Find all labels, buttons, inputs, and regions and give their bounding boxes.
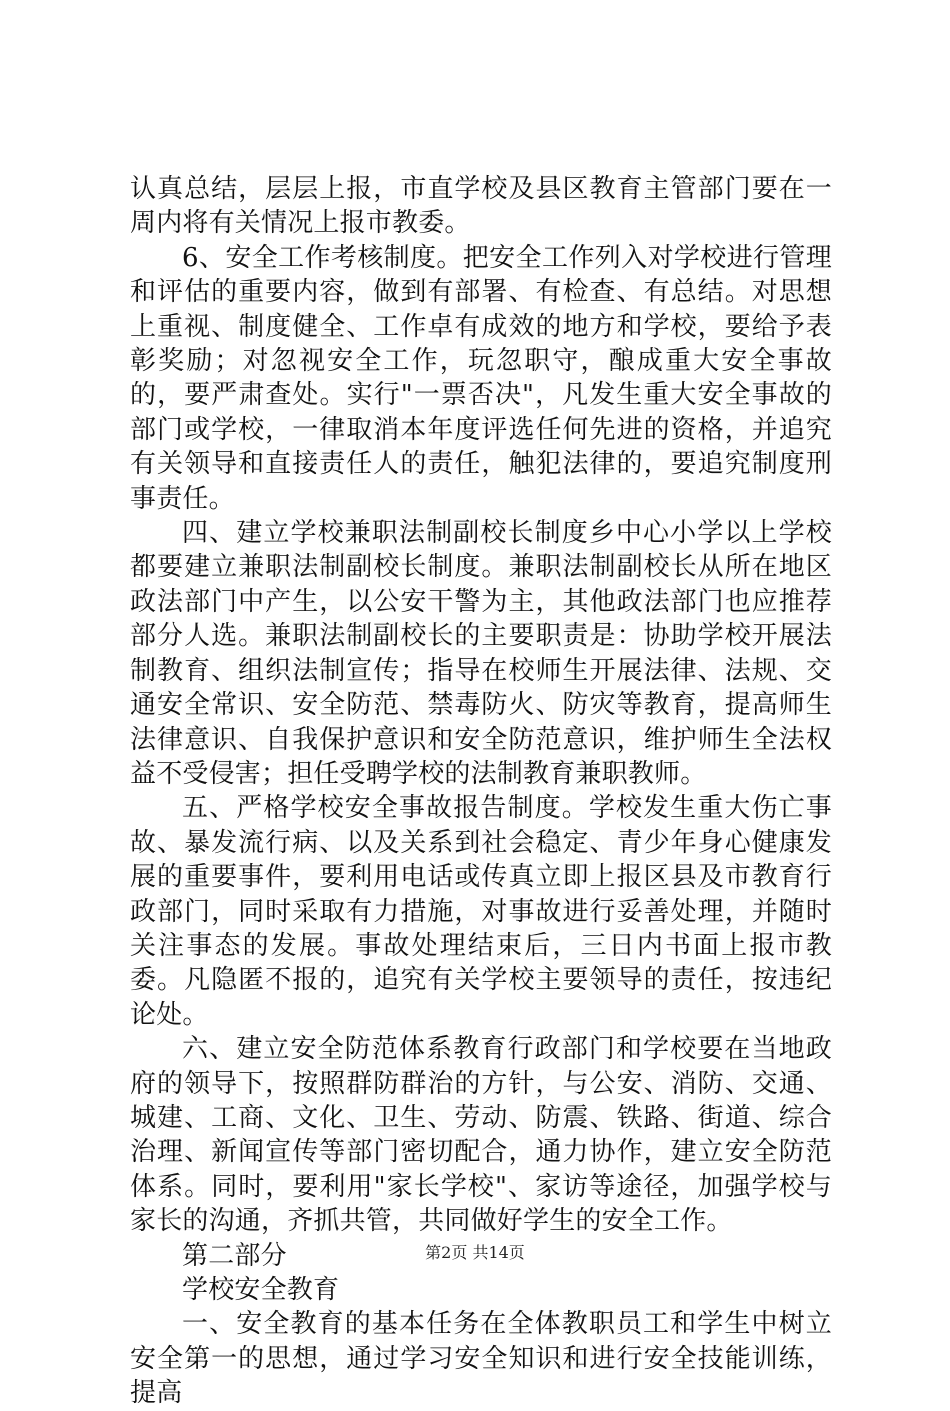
section-heading-part-two: 第二部分 <box>182 1240 287 1271</box>
paragraph-legal-vice-principal: 四、建立学校兼职法制副校长制度乡中心小学以上学校都要建立兼职法制副校长制度。兼职法制副校长从所在地区政法部门中产生，以公安干警为主，其他政法部门也应推荐部分人选。兼职法制副校长的主要职责是：协助学校开展法制教育、组织法制宣传；指导在校师生开展法律、法规、交通安全常识、安全防范、禁毒防火、防灾等教育，提高师生法律意识、自我保护意识和安全防范意识，维护师生全法权益不受侵害；担任受聘学校的法制教育兼职教师。 <box>130 518 832 789</box>
paragraph-safety-prevention-system: 六、建立安全防范体系教育行政部门和学校要在当地政府的领导下，按照群防群治的方针，与公安、消防、交通、城建、工商、文化、卫生、劳动、防震、铁路、街道、综合治理、新闻宣传等部门密切配合，通力协作，建立安全防范体系。同时，要利用"家长学校"、家访等途径，加强学校与家长的沟通，齐抓共管，共同做好学生的安全工作。 <box>130 1034 832 1237</box>
page-number-footer: 第2页 共14页 <box>425 1243 525 1262</box>
section-heading-school-safety-education: 学校安全教育 <box>182 1275 340 1305</box>
paragraph-continuation: 认真总结，层层上报，市直学校及县区教育主管部门要在一周内将有关情况上报市教委。 <box>130 174 832 239</box>
paragraph-education-tasks: 一、安全教育的基本任务在全体教职员工和学生中树立安全第一的思想，通过学习安全知识和进行安全技能训练，提高 <box>130 1309 832 1409</box>
document-body <box>130 172 832 1411</box>
paragraph-accident-reporting: 五、严格学校安全事故报告制度。学校发生重大伤亡事故、暴发流行病、以及关系到社会稳定、青少年身心健康发展的重要事件，要利用电话或传真立即上报区县及市教育行政部门，同时采取有力措施，对事故进行妥善处理，并随时关注事态的发展。事故处理结束后，三日内书面上报市教委。凡隐匿不报的，追究有关学校主要领导的责任，按违纪论处。 <box>130 793 832 1030</box>
paragraph-safety-assessment: 6、安全工作考核制度。把安全工作列入对学校进行管理和评估的重要内容，做到有部署、有检查、有总结。对思想上重视、制度健全、工作卓有成效的地方和学校，要给予表彰奖励；对忽视安全工作，玩忽职守，酿成重大安全事故的，要严肃查处。实行"一票否决"，凡发生重大安全事故的部门或学校，一律取消本年度评选任何先进的资格，并追究有关领导和直接责任人的责任，触犯法律的，要追究制度刑事责任。 <box>130 242 832 514</box>
